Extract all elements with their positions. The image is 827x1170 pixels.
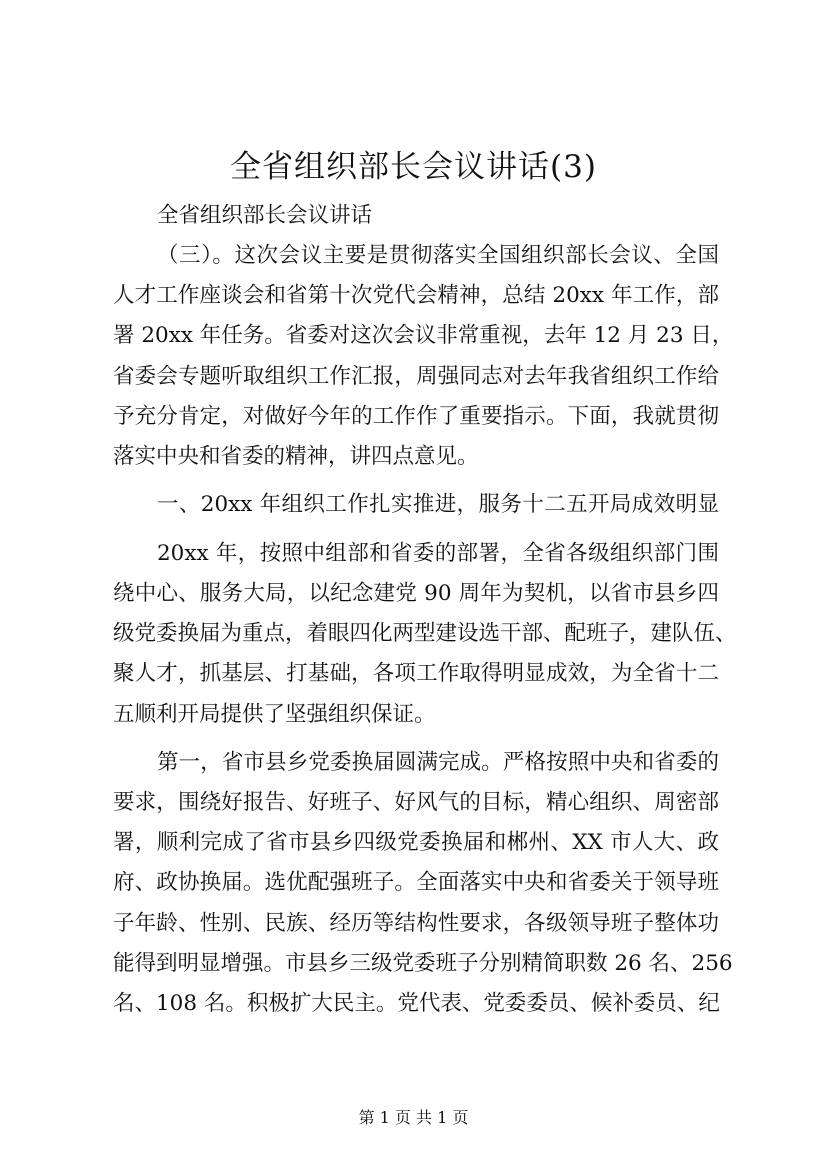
paragraph-line: 级党委换届为重点，着眼四化两型建设选干部、配班子，建队伍、 — [113, 621, 737, 646]
paragraph-line: 要求，围绕好报告、好班子、好风气的目标，精心组织、周密部 — [113, 790, 719, 815]
paragraph-line: 署，顺利完成了省市县乡四级党委换届和郴州、XX 市人大、政 — [113, 830, 719, 855]
paragraph-line: 全省组织部长会议讲话 — [157, 203, 373, 228]
page-footer: 第 1 页 共 1 页 — [358, 1108, 469, 1127]
document-title: 全省组织部长会议讲话(3) — [230, 149, 597, 185]
paragraph-line: 绕中心、服务大局，以纪念建党 90 周年为契机，以省市县乡四 — [113, 581, 719, 606]
paragraph-line: 子年龄、性别、民族、经历等结构性要求，各级领导班子整体功 — [113, 911, 719, 936]
paragraph-line: 省委会专题听取组织工作汇报，周强同志对去年我省组织工作给 — [113, 364, 719, 389]
paragraph-line: 聚人才，抓基层、打基础，各项工作取得明显成效，为全省十二 — [113, 661, 719, 686]
paragraph-line: （三）。这次会议主要是贯彻落实全国组织部长会议、全国 — [157, 243, 719, 268]
paragraph-line: 落实中央和省委的精神，讲四点意见。 — [113, 444, 479, 469]
paragraph-line: 名、108 名。积极扩大民主。党代表、党委委员、候补委员、纪 — [113, 991, 720, 1016]
paragraph-line: 人才工作座谈会和省第十次党代会精神，总结 20xx 年工作，部 — [113, 283, 719, 308]
paragraph-line: 第一，省市县乡党委换届圆满完成。严格按照中央和省委的 — [157, 750, 719, 775]
paragraph-line: 能得到明显增强。市县乡三级党委班子分别精简职数 26 名、256 — [113, 951, 733, 976]
paragraph-line: 五顺利开局提供了坚强组织保证。 — [113, 702, 436, 727]
paragraph-line: 府、政协换届。选优配强班子。全面落实中央和省委关于领导班 — [113, 870, 719, 895]
paragraph-line: 署 20xx 年任务。省委对这次会议非常重视，去年 12 月 23 日， — [113, 323, 734, 348]
paragraph-line: 予充分肯定，对做好今年的工作作了重要指示。下面，我就贯彻 — [113, 404, 719, 429]
section-heading: 一、20xx 年组织工作扎实推进，服务十二五开局成效明显 — [157, 492, 719, 517]
paragraph-line: 20xx 年，按照中组部和省委的部署，全省各级组织部门围 — [157, 541, 719, 566]
